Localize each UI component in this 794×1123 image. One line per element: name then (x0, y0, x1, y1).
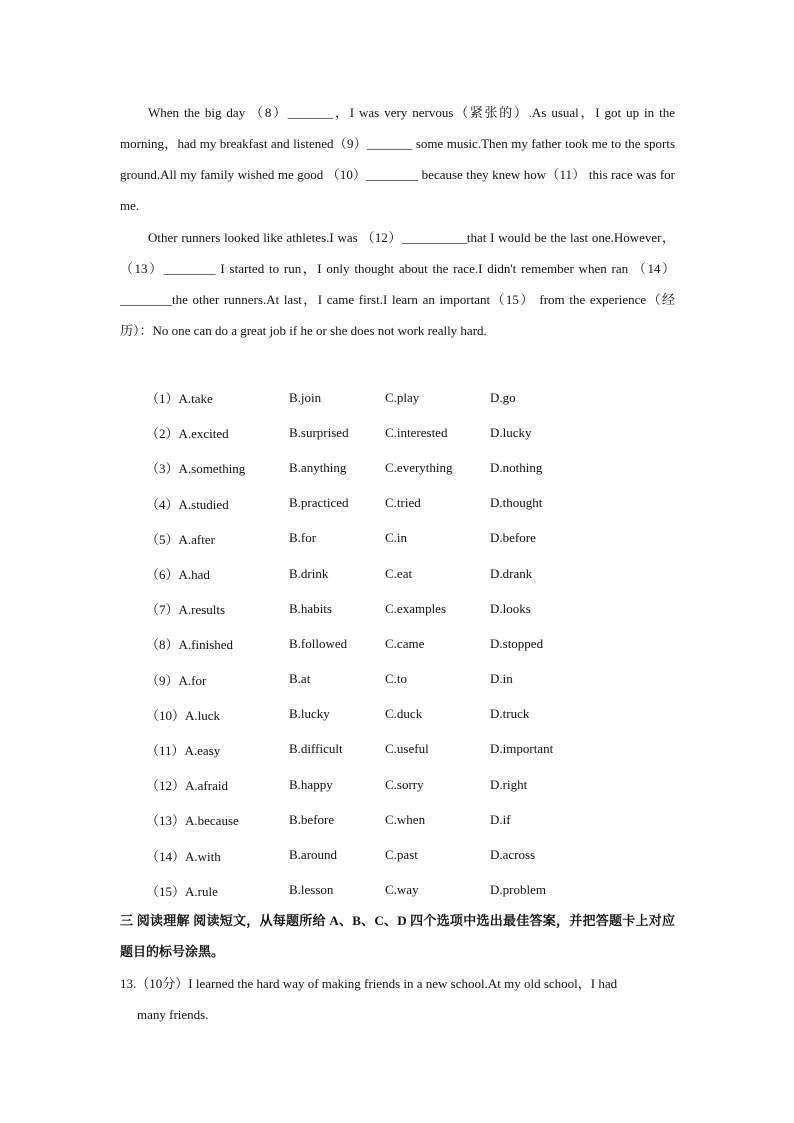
option-d: D.nothing (490, 459, 543, 475)
option-row (146, 556, 606, 591)
option-row (146, 415, 606, 450)
option-b: B.lucky (289, 706, 330, 722)
option-b: B.habits (289, 600, 332, 616)
option-c: C.to (385, 671, 408, 687)
option-c: C.sorry (385, 776, 424, 792)
option-c: C.tried (385, 495, 421, 511)
option-row (146, 380, 606, 415)
option-a: （3）A.something (146, 461, 246, 477)
option-c: C.way (385, 882, 419, 898)
option-d: D.right (490, 776, 528, 792)
question-13-lead: 13.（10分）I learned the hard way of making friends in a new school.At my old school，I had (120, 976, 618, 991)
option-c: C.everything (385, 459, 453, 475)
passage-paragraph-2: Other runners looked like athletes.I was （12）__________that I would be the last one.However，（13）________ I started to run，I only thought about the race.I didn't remember when ran （14）________the other runners.At last，I came first.I learn an important（15） from the experience（经历）：No one can do a great job if he or she does not work really hard. (120, 230, 675, 338)
option-c: C.when (385, 811, 426, 827)
option-d: D.if (490, 811, 511, 827)
option-b: B.around (289, 847, 338, 863)
option-row (146, 626, 606, 661)
option-row (146, 873, 606, 908)
option-b: B.at (289, 671, 311, 687)
question-13 (120, 968, 675, 1030)
option-a: （11）A.easy (146, 742, 221, 758)
option-d: D.stopped (490, 635, 544, 651)
option-a: （15）A.rule (146, 883, 218, 899)
option-b: B.for (289, 530, 317, 546)
option-a: （7）A.results (146, 602, 226, 618)
option-c: C.duck (385, 706, 423, 722)
option-row (146, 697, 606, 732)
option-b: B.lesson (289, 882, 334, 898)
option-row (146, 732, 606, 767)
option-a: （8）A.finished (146, 637, 234, 653)
option-row (146, 450, 606, 485)
option-c: C.examples (385, 600, 447, 616)
option-b: B.followed (289, 635, 348, 651)
option-row (146, 591, 606, 626)
option-row (146, 802, 606, 837)
option-a: （6）A.had (146, 567, 210, 583)
option-d: D.thought (490, 495, 543, 511)
option-d: D.problem (490, 882, 546, 898)
option-a: （9）A.for (146, 672, 207, 688)
option-a: （12）A.afraid (146, 778, 228, 794)
option-a: （14）A.with (146, 848, 221, 864)
option-d: D.in (490, 671, 513, 687)
option-a: （10）A.luck (146, 707, 221, 723)
option-d: D.lucky (490, 424, 532, 440)
option-c: C.past (385, 847, 418, 863)
option-b: B.before (289, 811, 335, 827)
option-c: C.interested (385, 424, 448, 440)
option-d: D.across (490, 847, 536, 863)
option-c: C.play (385, 389, 420, 405)
question-13-continuation: many friends. (137, 1007, 209, 1022)
option-b: B.drink (289, 565, 329, 581)
option-a: （4）A.studied (146, 496, 229, 512)
option-b: B.join (289, 389, 322, 405)
option-d: D.looks (490, 600, 531, 616)
option-d: D.important (490, 741, 554, 757)
option-b: B.difficult (289, 741, 343, 757)
option-d: D.before (490, 530, 536, 546)
option-d: D.drank (490, 565, 533, 581)
option-b: B.anything (289, 459, 347, 475)
option-d: D.truck (490, 706, 530, 722)
option-c: C.eat (385, 565, 413, 581)
option-b: B.happy (289, 776, 333, 792)
option-b: B.surprised (289, 424, 349, 440)
option-a: （5）A.after (146, 531, 215, 547)
option-row (146, 837, 606, 872)
section-3-heading: 三 阅读理解 阅读短文，从每题所给 A、B、C、D 四个选项中选出最佳答案，并把答题卡上对应题目的标号涂黑。 (120, 913, 675, 959)
option-a: （1）A.take (146, 391, 213, 407)
option-d: D.go (490, 389, 516, 405)
option-a: （13）A.because (146, 813, 239, 829)
option-row (146, 767, 606, 802)
option-row (146, 486, 606, 521)
option-row (146, 521, 606, 556)
option-c: C.came (385, 635, 425, 651)
options-table (146, 380, 606, 908)
option-row (146, 662, 606, 697)
option-c: C.useful (385, 741, 429, 757)
option-a: （2）A.excited (146, 426, 229, 442)
option-c: C.in (385, 530, 408, 546)
passage-paragraph-1: When the big day （8）_______，I was very nervous（紧张的）.As usual，I got up in the morning，had my breakfast and listened（9）_______ some music.Then my father took me to the sports ground.All my family wished me good （10）________ because they knew how（11） this race was for me. (120, 105, 675, 213)
option-b: B.practiced (289, 495, 349, 511)
